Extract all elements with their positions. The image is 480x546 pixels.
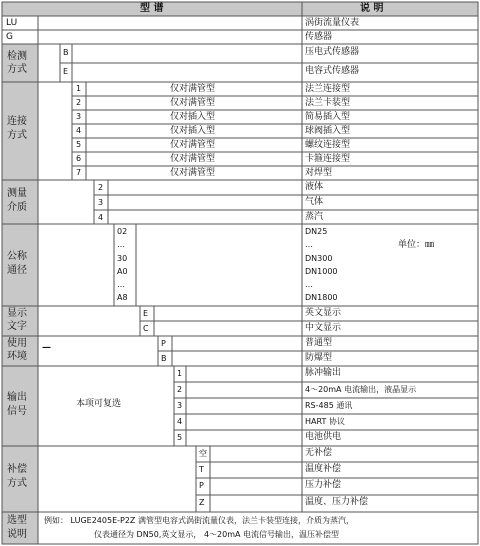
example-label-1: 选型: [7, 515, 27, 526]
environment-code: P: [161, 339, 166, 348]
nominal-label-1: 公称: [7, 251, 27, 262]
connect-note: 仅对满管型: [170, 84, 216, 94]
nominal-code: 02: [117, 227, 128, 236]
example-label-2: 说明: [7, 529, 27, 540]
nominal-desc: DN300: [305, 254, 333, 263]
output-note: 本项可复选: [76, 399, 122, 409]
compensation-desc: 无补偿: [305, 448, 333, 458]
g-code: G: [6, 32, 13, 42]
display-code: C: [143, 324, 149, 333]
example-line-1: 例如： LUGE2405E-P2Z 满管型电容式涡街流量仪表，法兰卡装型连接，介质为蒸汽，: [44, 516, 354, 525]
output-code: 2: [177, 385, 183, 394]
g-desc: 传感器: [305, 32, 333, 42]
connect-note: 仅对满管型: [170, 98, 216, 108]
detect-code-e: E: [63, 67, 69, 76]
nominal-desc: DN25: [305, 227, 328, 236]
connect-desc: 对焊型: [305, 168, 333, 178]
detect-desc-e: 电容式传感器: [305, 66, 360, 76]
connect-code: 6: [76, 154, 82, 163]
detect-label-2: 方式: [7, 64, 27, 75]
detect-label-1: 检测: [7, 51, 27, 62]
compensation-desc: 压力补偿: [305, 480, 342, 490]
header-description: 说 明: [360, 3, 384, 14]
display-desc: 中文显示: [305, 323, 342, 333]
medium-desc: 蒸汽: [305, 212, 324, 222]
example-line-2: 仪表通径为 DN50,英文显示， 4～20mA 电流信号输出，温压补偿型: [94, 530, 340, 539]
medium-code: 3: [98, 198, 104, 207]
nominal-code: …: [117, 240, 125, 249]
display-code: E: [143, 309, 149, 318]
lu-code: LU: [6, 18, 18, 28]
compensation-label-2: 方式: [7, 478, 27, 489]
output-desc: HART 协议: [305, 417, 345, 426]
nominal-desc: …: [305, 240, 313, 249]
connect-desc: 法兰卡装型: [305, 98, 351, 108]
output-code: 4: [177, 417, 183, 426]
connect-desc: 球阀插入型: [305, 126, 351, 136]
compensation-code: P: [199, 481, 204, 490]
compensation-code: 空: [199, 449, 207, 458]
connect-code: 2: [76, 98, 82, 107]
connect-note: 仅对满管型: [170, 140, 216, 150]
environment-code: B: [161, 354, 167, 363]
nominal-code: A8: [117, 293, 128, 302]
compensation-desc: 温度、压力补偿: [305, 497, 369, 507]
compensation-code: T: [199, 465, 204, 474]
connect-code: 1: [76, 84, 82, 93]
nominal-desc: DN1800: [305, 293, 338, 302]
connect-code: 4: [76, 126, 82, 135]
medium-code: 2: [98, 183, 104, 192]
connect-code: 7: [76, 168, 82, 177]
nominal-unit: 单位：㎜: [398, 240, 435, 250]
display-desc: 英文显示: [305, 308, 342, 318]
output-desc: 4～20mA 电流输出，液晶显示: [305, 385, 417, 394]
connect-note: 仅对满管型: [170, 154, 216, 164]
connect-desc: 螺纹连接型: [305, 140, 351, 150]
nominal-desc: DN1000: [305, 267, 338, 276]
output-desc: 脉冲输出: [305, 368, 342, 378]
detect-label-cell: [2, 44, 38, 82]
medium-desc: 气体: [305, 197, 324, 207]
detect-code-b: B: [63, 48, 69, 57]
header-band: [2, 2, 478, 16]
detect-desc-b: 压电式传感器: [305, 47, 360, 57]
medium-code: 4: [98, 213, 104, 222]
environment-label-2: 环境: [7, 351, 27, 362]
environment-label-1: 使用: [7, 338, 27, 349]
lu-desc: 涡街流量仪表: [305, 18, 360, 28]
connect-code: 5: [76, 140, 82, 149]
nominal-code: 30: [117, 254, 128, 263]
output-desc: RS-485 通讯: [305, 401, 353, 410]
connect-desc: 法兰连接型: [305, 84, 351, 94]
connect-label-2: 方式: [7, 130, 27, 141]
output-code: 3: [177, 401, 183, 410]
output-label-2: 信号: [7, 406, 27, 417]
connect-desc: 简易插入型: [305, 112, 351, 122]
compensation-code: Z: [199, 498, 205, 507]
header-model-spectrum: 型 谱: [140, 3, 164, 14]
compensation-label-1: 补偿: [7, 464, 27, 475]
connect-note: 仅对插入型: [170, 126, 216, 136]
output-desc: 电池供电: [305, 432, 342, 442]
display-label-2: 文字: [7, 321, 27, 332]
display-label-1: 显示: [7, 308, 27, 319]
compensation-desc: 温度补偿: [305, 464, 342, 474]
environment-desc: 防爆型: [305, 353, 333, 363]
output-code: 5: [177, 433, 183, 442]
connect-note: 仅对插入型: [170, 112, 216, 122]
output-code: 1: [177, 369, 183, 378]
output-label-1: 输出: [7, 392, 27, 403]
medium-label-2: 介质: [7, 202, 27, 213]
nominal-code: A0: [117, 267, 128, 276]
connect-note: 仅对满管型: [170, 168, 216, 178]
environment-desc: 普通型: [305, 338, 333, 348]
nominal-desc: …: [305, 280, 313, 289]
connect-label-1: 连接: [7, 116, 27, 127]
medium-desc: 液体: [305, 182, 324, 192]
nominal-label-2: 通径: [7, 265, 27, 276]
connect-desc: 卡箍连接型: [305, 154, 351, 164]
nominal-code: …: [117, 280, 125, 289]
medium-label-1: 测量: [7, 188, 27, 199]
environment-dash: —: [42, 343, 51, 353]
connect-code: 3: [76, 112, 82, 121]
